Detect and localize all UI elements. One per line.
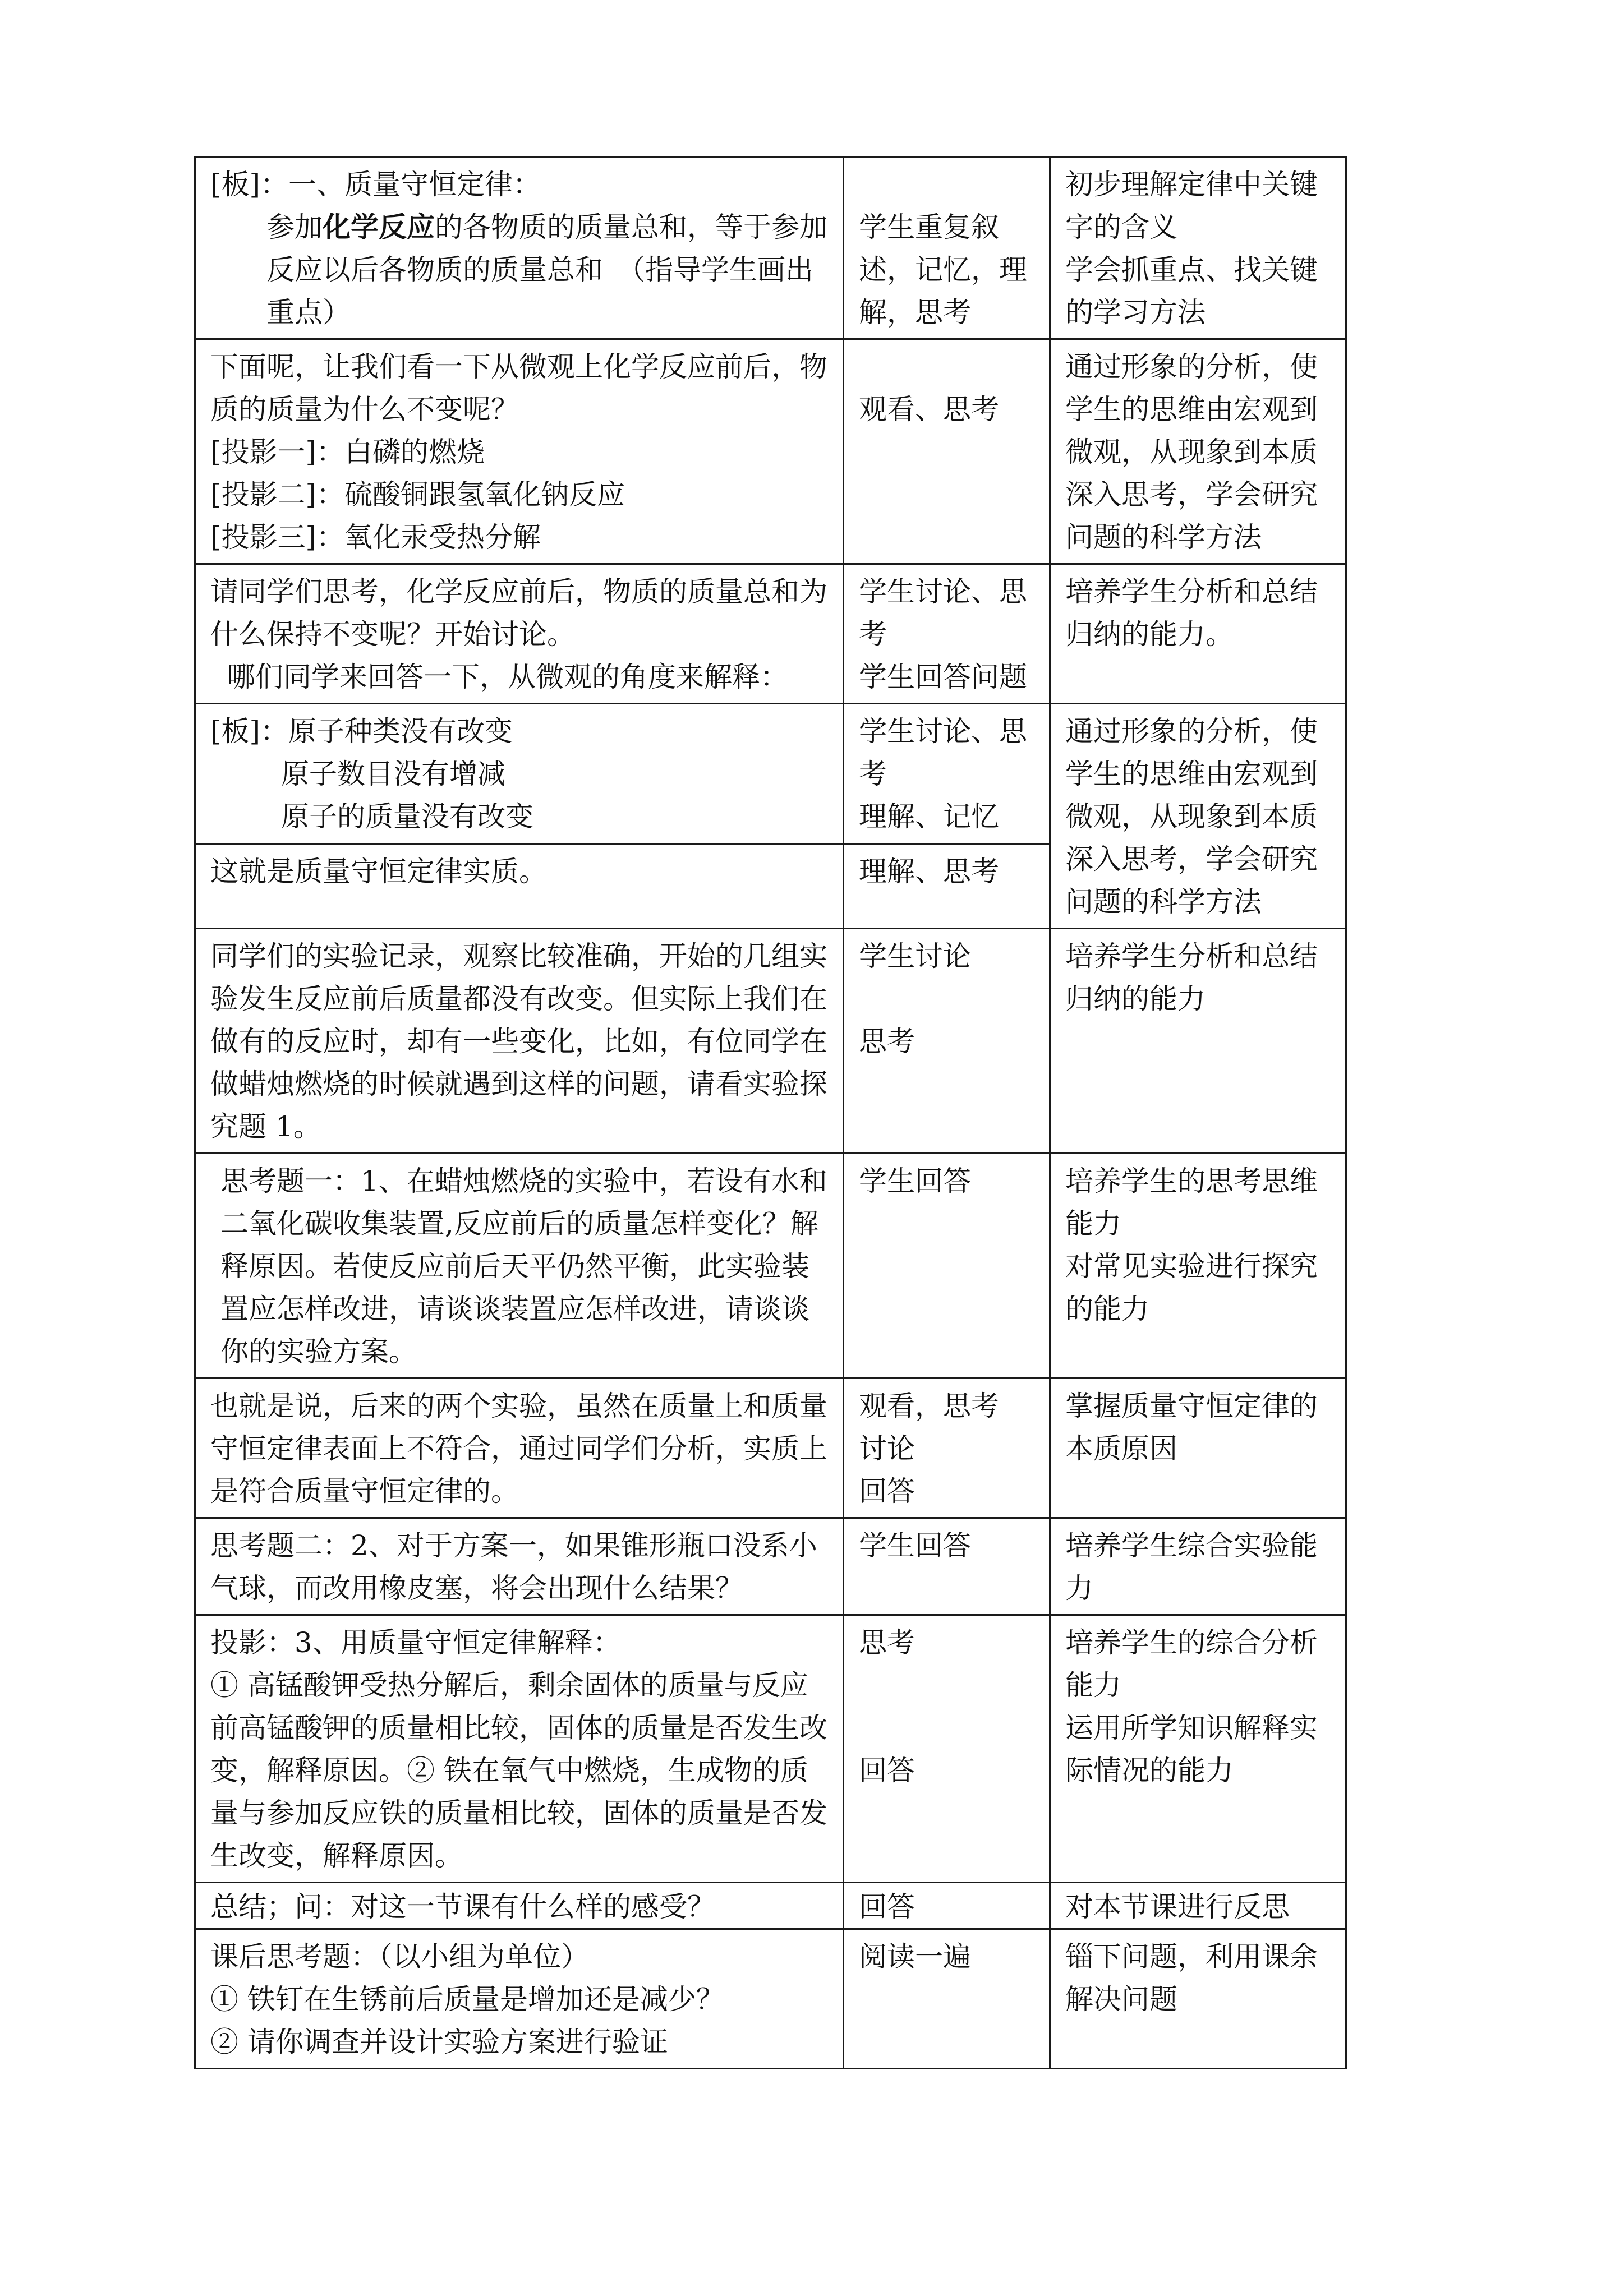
design-intent-cell: 对本节课进行反思	[1050, 1883, 1346, 1929]
teacher-activity-cell: 下面呢，让我们看一下从微观上化学反应前后，物质的质量为什么不变呢？ [投影一]：白磷的燃烧 [投影二]：硫酸铜跟氢氧化钠反应 [投影三]：氧化汞受热分解	[195, 339, 844, 564]
teacher-activity-cell: 这就是质量守恒定律实质。	[195, 844, 844, 929]
design-intent-cell: 掌握质量守恒定律的本质原因	[1050, 1378, 1346, 1518]
table-row	[195, 929, 1346, 1154]
table-row	[195, 1154, 1346, 1378]
student-activity-cell: 思考 回答	[844, 1615, 1050, 1883]
teacher-activity-cell: 也就是说，后来的两个实验，虽然在质量上和质量守恒定律表面上不符合，通过同学们分析，实质上是符合质量守恒定律的。	[195, 1378, 844, 1518]
design-intent-cell: 培养学生分析和总结归纳的能力。	[1050, 564, 1346, 704]
student-activity-cell: 学生讨论、思考 理解、记忆	[844, 704, 1050, 844]
student-activity-cell: 学生回答	[844, 1154, 1050, 1378]
table-row	[195, 339, 1346, 564]
teacher-activity-cell: 请同学们思考，化学反应前后，物质的质量总和为什么保持不变呢？开始讨论。 哪们同学来回答一下，从微观的角度来解释：	[195, 564, 844, 704]
design-intent-cell: 培养学生的思考思维能力 对常见实验进行探究的能力	[1050, 1154, 1346, 1378]
student-activity-cell: 阅读一遍	[844, 1929, 1050, 2069]
teacher-activity-cell: 思考题一：1、在蜡烛燃烧的实验中，若设有水和二氧化碳收集装置,反应前后的质量怎样变化？解释原因。若使反应前后天平仍然平衡，此实验装置应怎样改进，请谈谈装置应怎样改进，请谈谈你的实验方案。	[195, 1154, 844, 1378]
design-intent-cell: 通过形象的分析，使学生的思维由宏观到微观，从现象到本质深入思考，学会研究问题的科学方法	[1050, 704, 1346, 929]
student-activity-cell: 理解、思考	[844, 844, 1050, 929]
teacher-activity-cell: 总结；问：对这一节课有什么样的感受？	[195, 1883, 844, 1929]
table-row	[195, 704, 1346, 844]
teacher-activity-cell: [板]：一、质量守恒定律： 参加化学反应的各物质的质量总和，等于参加反应以后各物质的质量总和 （指导学生画出重点）	[195, 157, 844, 339]
student-activity-cell: 学生回答	[844, 1518, 1050, 1615]
teacher-activity-cell: 同学们的实验记录，观察比较准确，开始的几组实验发生反应前后质量都没有改变。但实际上我们在做有的反应时，却有一些变化，比如，有位同学在做蜡烛燃烧的时候就遇到这样的问题，请看实验探究题 1。	[195, 929, 844, 1154]
table-row	[195, 157, 1346, 339]
student-activity-cell: 回答	[844, 1883, 1050, 1929]
design-intent-cell: 培养学生的综合分析能力 运用所学知识解释实际情况的能力	[1050, 1615, 1346, 1883]
student-activity-cell: 观看，思考 讨论 回答	[844, 1378, 1050, 1518]
teacher-activity-cell: 投影：3、用质量守恒定律解释： ① 高锰酸钾受热分解后，剩余固体的质量与反应前高锰酸钾的质量相比较，固体的质量是否发生改变，解释原因。② 铁在氧气中燃烧，生成物的质量与参加反应铁的质量相比较，固体的质量是否发生改变，解释原因。	[195, 1615, 844, 1883]
student-activity-cell: 观看、思考	[844, 339, 1050, 564]
design-intent-cell: 培养学生分析和总结归纳的能力	[1050, 929, 1346, 1154]
table-row	[195, 1518, 1346, 1615]
highlight-term: 化学反应	[323, 210, 435, 243]
teacher-activity-cell: 课后思考题：（以小组为单位） ① 铁钉在生锈前后质量是增加还是减少？ ② 请你调查并设计实验方案进行验证	[195, 1929, 844, 2069]
teacher-activity-cell: [板]：原子种类没有改变 原子数目没有增减 原子的质量没有改变	[195, 704, 844, 844]
table-row	[195, 1883, 1346, 1929]
design-intent-cell: 通过形象的分析，使学生的思维由宏观到微观，从现象到本质深入思考，学会研究问题的科学方法	[1050, 339, 1346, 564]
lesson-plan-table	[194, 156, 1347, 2069]
table-row	[195, 1929, 1346, 2069]
student-activity-cell: 学生重复叙述，记忆，理解，思考	[844, 157, 1050, 339]
design-intent-cell: 锱下问题，利用课余解决问题	[1050, 1929, 1346, 2069]
design-intent-cell: 初步理解定律中关键字的含义 学会抓重点、找关键的学习方法	[1050, 157, 1346, 339]
student-activity-cell: 学生讨论、思考 学生回答问题	[844, 564, 1050, 704]
table-row	[195, 1378, 1346, 1518]
definition-text: 参加化学反应的各物质的质量总和，等于参加反应以后各物质的质量总和 （指导学生画出重点）	[266, 210, 827, 329]
table-row	[195, 1615, 1346, 1883]
teacher-activity-cell: 思考题二：2、对于方案一，如果锥形瓶口没系小气球，而改用橡皮塞，将会出现什么结果？	[195, 1518, 844, 1615]
student-activity-cell: 学生讨论 思考	[844, 929, 1050, 1154]
design-intent-cell: 培养学生综合实验能力	[1050, 1518, 1346, 1615]
table-row	[195, 564, 1346, 704]
